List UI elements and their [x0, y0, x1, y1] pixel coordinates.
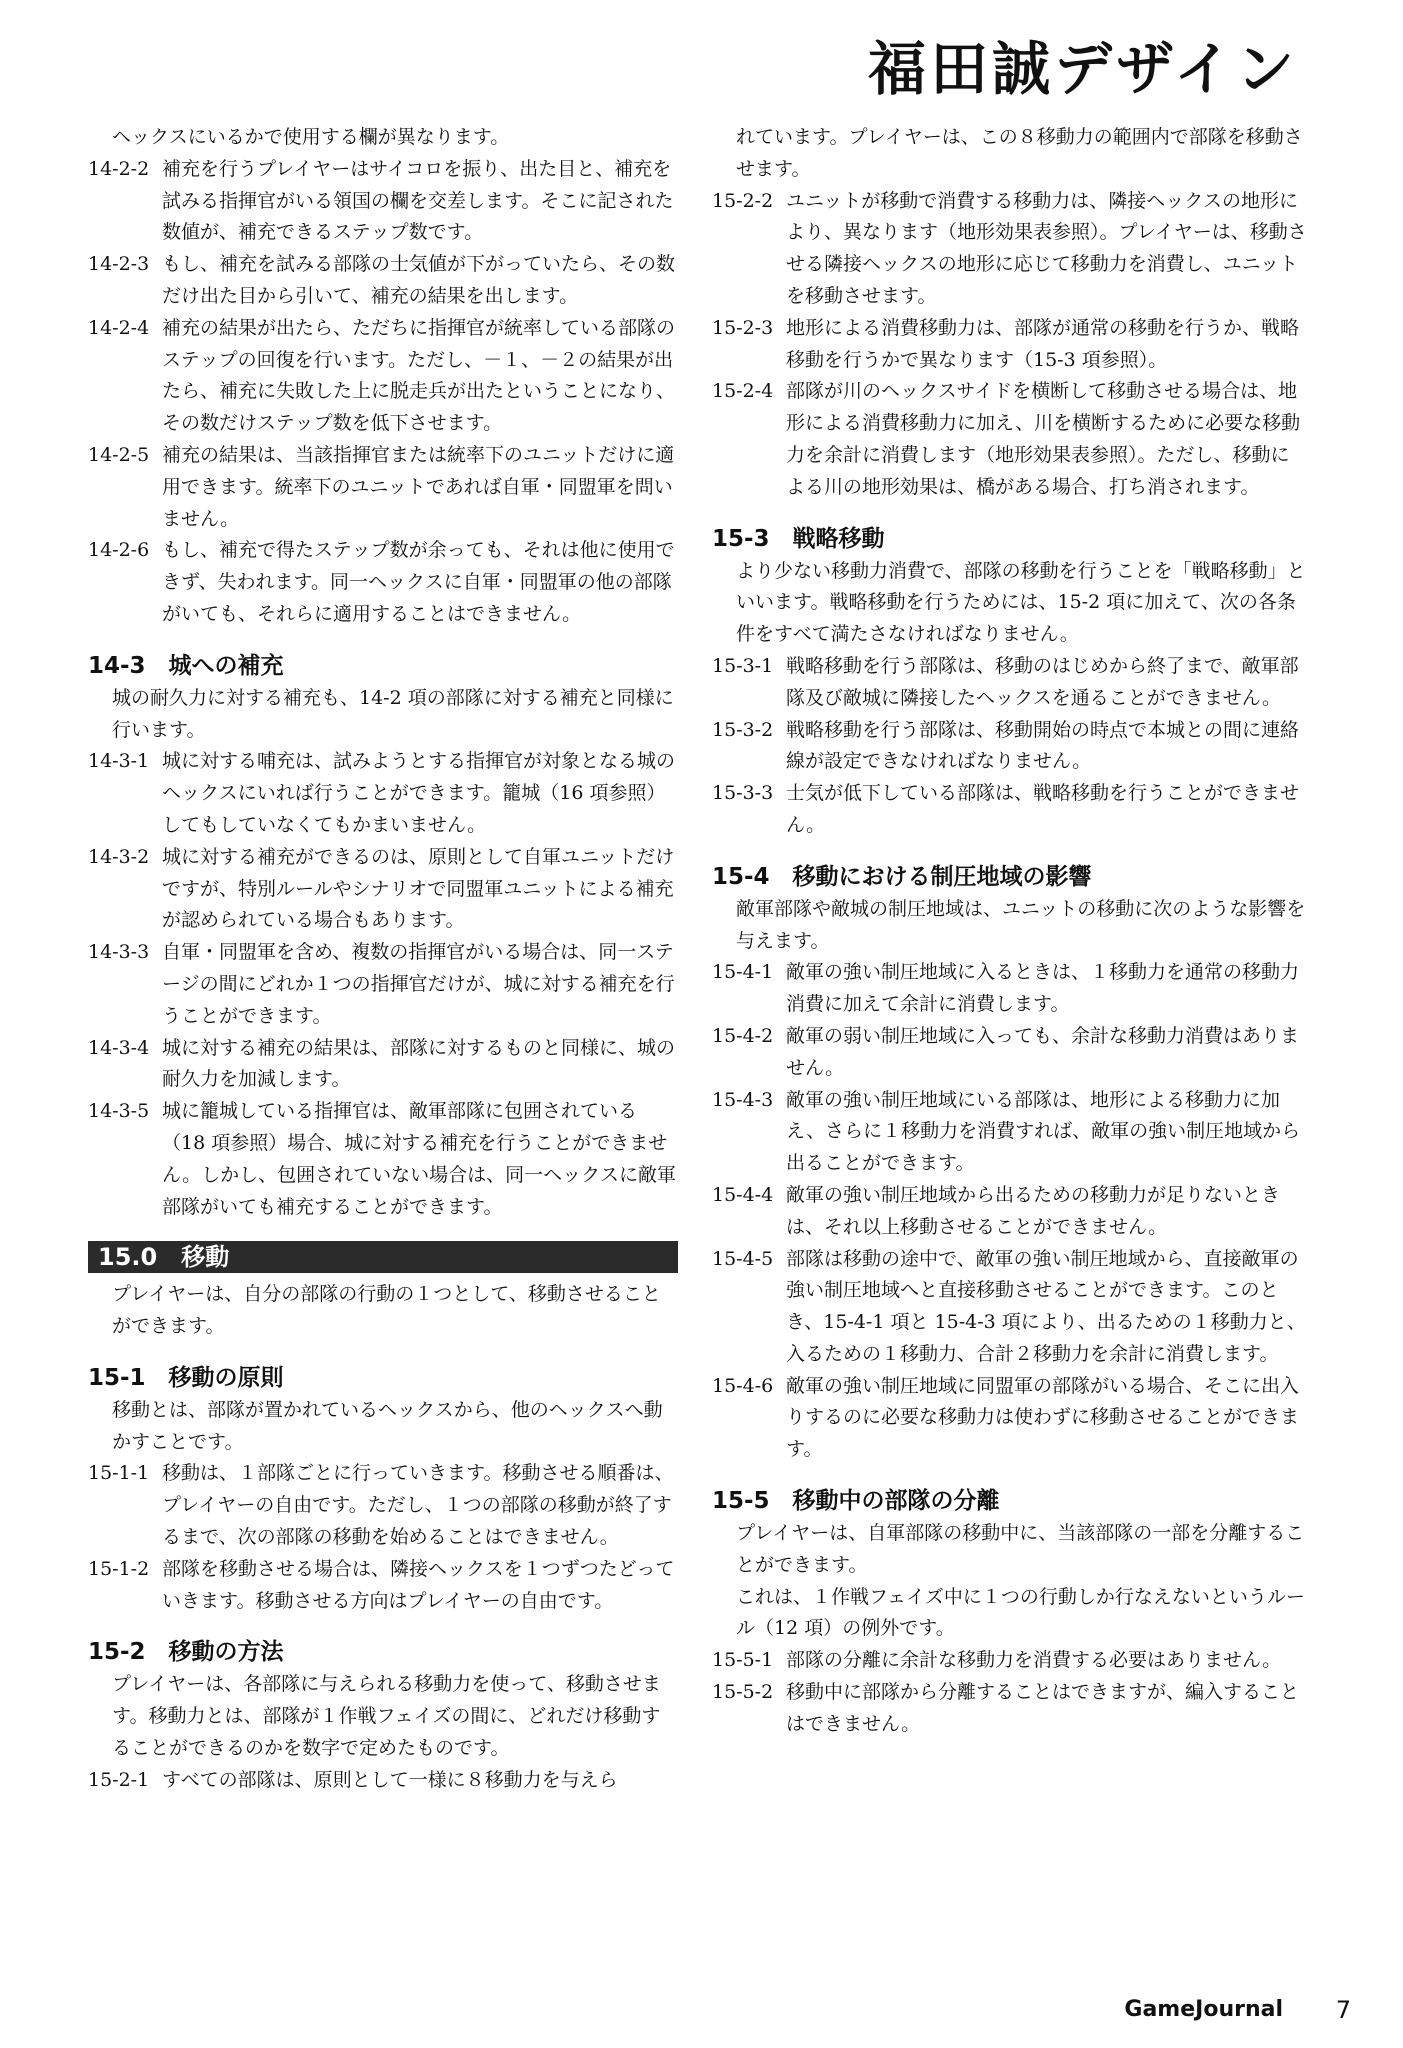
item-number: 14-2-5	[88, 443, 150, 466]
list-item	[88, 937, 678, 1032]
item-number: 14-3-1	[88, 750, 150, 773]
item-text: 補充を行うプレイヤーはサイコロを振り、出た目と、補充を試みる指揮官がいる領国の欄を交差します。そこに記された数値が、補充できるステップ数です。	[162, 157, 674, 244]
item-text: 戦略移動を行う部隊は、移動開始の時点で本城との間に連絡線が設定できなければなりません。	[786, 718, 1300, 773]
item-number: 15-2-2	[712, 189, 774, 212]
right-column	[712, 122, 1308, 1741]
list-item	[712, 1180, 1308, 1244]
item-text: 敵軍の強い制圧地域に同盟軍の部隊がいる場合、そこに出入りするのに必要な移動力は使わずに移動させることができます。	[786, 1374, 1300, 1461]
item-number: 15-2-3	[712, 316, 774, 339]
item-number: 15-5-1	[712, 1649, 774, 1672]
chapter-heading: 15.0 移動	[88, 1241, 678, 1273]
item-text: 補充の結果は、当該指揮官または統率下のユニットだけに適用できます。統率下のユニットであれば自軍・同盟軍を問いません。	[162, 443, 675, 530]
list-item	[712, 1677, 1308, 1741]
paragraph: プレイヤーは、各部隊に与えられる移動力を使って、移動させます。移動力とは、部隊が１作戦フェイズの間に、どれだけ移動することができるのかを数字で定めたものです。	[112, 1673, 661, 1760]
list-item	[712, 1021, 1308, 1085]
paragraph: 移動とは、部隊が置かれているヘックスから、他のヘックスへ動かすことです。	[112, 1398, 663, 1453]
list-item	[88, 746, 678, 841]
item-number: 14-3-2	[88, 845, 150, 868]
list-item	[88, 1458, 678, 1553]
item-number: 15-4-6	[712, 1374, 774, 1397]
item-text: 敵軍の強い制圧地域にいる部隊は、地形による移動力に加え、さらに１移動力を消費すれば、敵軍の強い制圧地域から出ることができます。	[786, 1088, 1301, 1175]
item-text: 移動中に部隊から分離することはできますが、編入することはできません。	[786, 1681, 1300, 1735]
list-item	[712, 715, 1308, 779]
item-text: 敵軍の弱い制圧地域に入っても、余計な移動力消費はありません。	[786, 1024, 1300, 1079]
paragraph: 城の耐久力に対する補充も、14-2 項の部隊に対する補充と同様に行います。	[112, 686, 674, 741]
item-number: 15-3-2	[712, 718, 774, 741]
item-number: 15-2-1	[88, 1768, 150, 1791]
left-column	[88, 122, 678, 1797]
page-number: 7	[1335, 1996, 1351, 2024]
item-text: 移動は、１部隊ごとに行っていきます。移動させる順番は、プレイヤーの自由です。ただし、１つの部隊の移動が終了するまで、次の部隊の移動を始めることはできません。	[162, 1462, 674, 1549]
item-number: 14-3-3	[88, 941, 150, 964]
list-item	[712, 1085, 1308, 1180]
item-text: 部隊は移動の途中で、敵軍の強い制圧地域から、直接敵軍の強い制圧地域へと直接移動させることができます。このとき、15-4-1 項と 15-4-3 項により、出るための１移動力と、入るための１移動力、合計２移動力を余計に消費します。	[786, 1247, 1306, 1365]
item-text: 城に対する補充ができるのは、原則として自軍ユニットだけですが、特別ルールやシナリオで同盟軍ユニットによる補充が認められている場合もあります。	[162, 845, 675, 932]
item-number: 15-3-1	[712, 654, 774, 677]
list-item	[712, 1371, 1308, 1466]
list-item	[88, 249, 678, 313]
item-text: 戦略移動を行う部隊は、移動のはじめから終了まで、敵軍部隊及び敵城に隣接したヘックスを通ることができません。	[786, 654, 1299, 709]
item-text: もし、補充を試みる部隊の士気値が下がっていたら、その数だけ出た目から引いて、補充の結果を出します。	[162, 253, 676, 307]
paragraph: れています。プレイヤーは、この８移動力の範囲内で部隊を移動させます。	[736, 126, 1303, 180]
item-number: 15-2-4	[712, 380, 774, 403]
list-item	[88, 842, 678, 937]
list-item	[88, 1096, 678, 1223]
publisher-logo: GameJournal	[1124, 1997, 1283, 2022]
paragraph: プレイヤーは、自軍部隊の移動中に、当該部隊の一部を分離することができます。	[736, 1522, 1305, 1576]
paragraph: これは、１作戦フェイズ中に１つの行動しか行なえないというルール（12 項）の例外です。	[736, 1585, 1305, 1640]
list-item	[88, 154, 678, 249]
item-number: 14-2-6	[88, 539, 150, 562]
list-item	[88, 535, 678, 630]
item-text: 城に対する補充の結果は、部隊に対するものと同様に、城の耐久力を加減します。	[162, 1036, 676, 1091]
item-text: 補充の結果が出たら、ただちに指揮官が統率している部隊のステップの回復を行います。ただし、－１、－２の結果が出たら、補充に失敗した上に脱走兵が出たということになり、その数だけステップ数を低下させます。	[162, 316, 676, 435]
item-text: ユニットが移動で消費する移動力は、隣接ヘックスの地形により、異なります（地形効果表参照）。プレイヤーは、移動させる隣接ヘックスの地形に応じて移動力を消費し、ユニットを移動させます。	[786, 189, 1307, 307]
item-text: もし、補充で得たステップ数が余っても、それは他に使用できず、失われます。同一ヘックスに自軍・同盟軍の他の部隊がいても、それらに適用することはできません。	[162, 539, 675, 625]
item-number: 14-3-4	[88, 1036, 150, 1059]
list-item	[88, 313, 678, 440]
section-heading: 15-2 移動の方法	[88, 1639, 284, 1666]
item-number: 15-4-2	[712, 1024, 774, 1047]
section-heading: 15-4 移動における制圧地域の影響	[712, 863, 1092, 890]
section-heading: 15-3 戦略移動	[712, 525, 885, 552]
item-text: 城に籠城している指揮官は、敵軍部隊に包囲されている（18 項参照）場合、城に対する補充を行うことができません。しかし、包囲されていない場合は、同一ヘックスに敵軍部隊がいても補充することができます。	[162, 1100, 676, 1218]
item-number: 15-4-1	[712, 961, 774, 984]
list-item	[712, 957, 1308, 1021]
paragraph: ヘックスにいるかで使用する欄が異なります。	[112, 126, 510, 148]
list-item	[88, 1033, 678, 1097]
page-title: 福田誠デザイン	[868, 35, 1298, 103]
item-number: 15-3-3	[712, 782, 774, 805]
list-item	[712, 651, 1308, 715]
item-number: 15-1-1	[88, 1462, 150, 1485]
item-text: 敵軍の強い制圧地域から出るための移動力が足りないときは、それ以上移動させることができません。	[786, 1183, 1281, 1238]
list-item	[88, 1765, 678, 1797]
section-heading: 15-5 移動中の部隊の分離	[712, 1488, 1000, 1515]
item-number: 15-4-5	[712, 1247, 774, 1270]
item-number: 14-2-4	[88, 316, 150, 339]
list-item	[712, 376, 1308, 503]
list-item	[712, 1645, 1308, 1677]
item-number: 15-4-4	[712, 1183, 774, 1206]
section-heading: 14-3 城への補充	[88, 652, 284, 679]
item-text: 部隊が川のヘックスサイドを横断して移動させる場合は、地形による消費移動力に加え、川を横断するために必要な移動力を余計に消費します（地形効果表参照）。ただし、移動による川の地形効果は、橋がある場合、打ち消されます。	[786, 380, 1301, 498]
section-heading: 15-1 移動の原則	[88, 1364, 284, 1391]
item-number: 14-2-3	[88, 253, 150, 276]
list-item	[712, 778, 1308, 842]
list-item	[712, 186, 1308, 313]
item-number: 15-1-2	[88, 1557, 150, 1580]
item-text: 地形による消費移動力は、部隊が通常の移動を行うか、戦略移動を行うかで異なります（15-3 項参照）。	[786, 316, 1300, 371]
item-text: 敵軍の強い制圧地域に入るときは、１移動力を通常の移動力消費に加えて余計に消費します。	[786, 961, 1300, 1016]
paragraph: より少ない移動力消費で、部隊の移動を行うことを「戦略移動」といいます。戦略移動を行うためには、15-2 項に加えて、次の各条件をすべて満たさなければなりません。	[736, 559, 1306, 646]
item-text: すべての部隊は、原則として一様に８移動力を与えら	[162, 1768, 618, 1791]
paragraph: 敵軍部隊や敵城の制圧地域は、ユニットの移動に次のような影響を与えます。	[736, 897, 1306, 952]
paragraph: プレイヤーは、自分の部隊の行動の１つとして、移動させることができます。	[112, 1283, 661, 1338]
item-text: 部隊を移動させる場合は、隣接ヘックスを１つずつたどっていきます。移動させる方向はプレイヤーの自由です。	[162, 1557, 675, 1612]
item-list-14-2	[88, 154, 678, 631]
list-item	[88, 1554, 678, 1618]
item-text: 城に対する哺充は、試みようとする指揮官が対象となる城のヘックスにいれば行うことができます。籠城（16 項参照）してもしていなくてもかまいません。	[162, 750, 676, 836]
list-item	[712, 1244, 1308, 1371]
item-text: 部隊の分離に余計な移動力を消費する必要はありません。	[786, 1649, 1282, 1672]
list-item	[88, 440, 678, 535]
item-number: 14-3-5	[88, 1100, 150, 1123]
item-number: 15-5-2	[712, 1681, 774, 1704]
item-number: 14-2-2	[88, 157, 150, 180]
item-number: 15-4-3	[712, 1088, 774, 1111]
item-text: 士気が低下している部隊は、戦略移動を行うことができません。	[786, 782, 1300, 836]
item-text: 自軍・同盟軍を含め、複数の指揮官がいる場合は、同一ステージの間にどれか１つの指揮官だけが、城に対する補充を行うことができます。	[162, 941, 675, 1027]
list-item	[712, 313, 1308, 377]
